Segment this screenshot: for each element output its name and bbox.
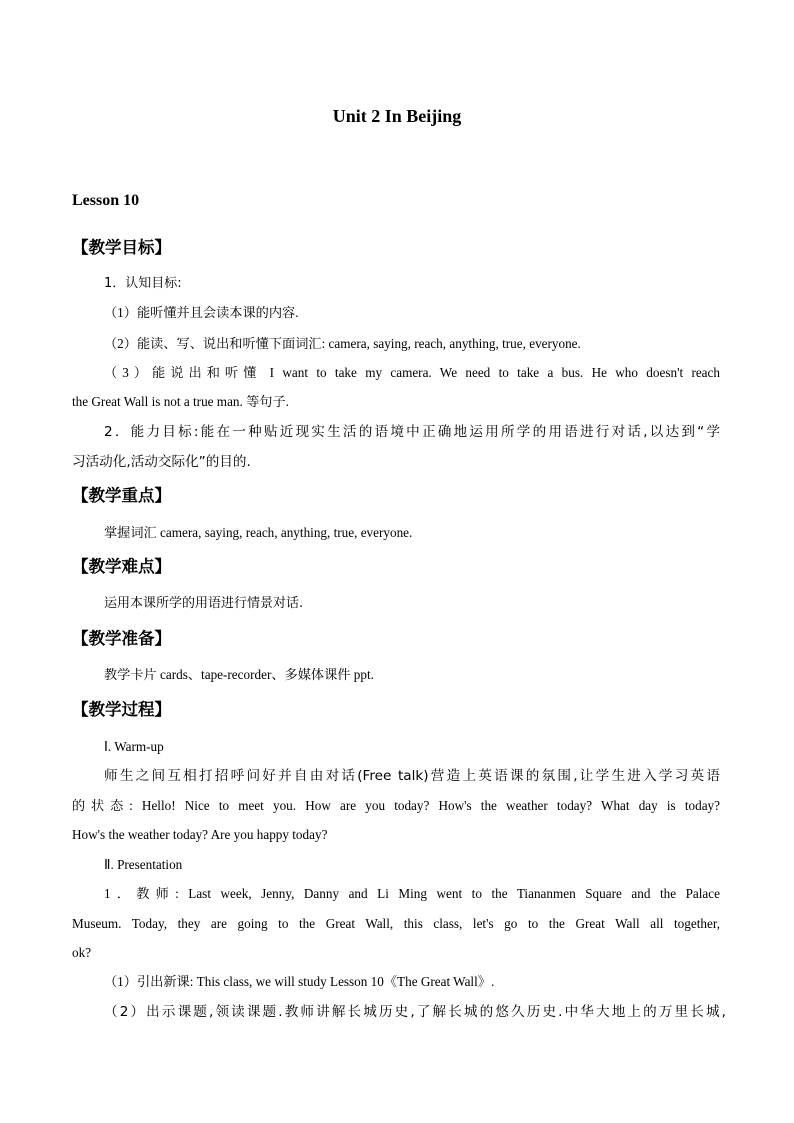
key-points: 掌握词汇 camera, saying, reach, anything, true, everyone. [104, 525, 413, 540]
goal-2-line1: 2．能力目标:能在一种贴近现实生活的语境中正确地运用所学的用语进行对话,以达到“学 [104, 424, 720, 440]
heading-preparation: 【教学准备】 [72, 629, 171, 648]
goal-1: 1．认知目标: [104, 276, 182, 291]
goal-2-line2: 习活动化,活动交际化”的目的. [72, 454, 251, 470]
heading-key-points: 【教学重点】 [72, 486, 171, 505]
presentation-1-line3: ok? [72, 945, 92, 960]
goal-1-3-line1: （3）能说出和听懂 I want to take my camera. We need to take a bus. He who doesn't reach [104, 365, 720, 380]
lesson-title: Lesson 10 [72, 192, 140, 209]
presentation-1-1: （1）引出新课: This class, we will study Lesson 10《The Great Wall》. [104, 974, 495, 989]
warmup-line1: 师生之间互相打招呼问好并自由对话(Free talk)营造上英语课的氛围,让学生进入学习英语 [104, 768, 720, 784]
heading-goals: 【教学目标】 [72, 238, 171, 257]
heading-difficulties: 【教学难点】 [72, 557, 171, 576]
presentation-1-line1: 1．教师: Last week, Jenny, Danny and Li Ming went to the Tiananmen Square and the Palace [104, 886, 720, 901]
process-presentation: Ⅱ. Presentation [104, 857, 183, 872]
heading-process: 【教学过程】 [72, 700, 171, 719]
presentation-1-2: （2）出示课题,领读课题.教师讲解长城历史,了解长城的悠久历史.中华大地上的万里长城, [104, 1004, 726, 1020]
goal-1-3-line2: the Great Wall is not a true man. 等句子. [72, 394, 289, 409]
warmup-line2: 的状态: Hello! Nice to meet you. How are you today? How's the weather today? What day is today? [72, 798, 720, 813]
difficulties: 运用本课所学的用语进行情景对话. [104, 596, 304, 611]
unit-title: Unit 2 In Beijing [332, 106, 462, 126]
warmup-line3: How's the weather today? Are you happy today? [72, 827, 328, 842]
preparation: 教学卡片 cards、tape-recorder、多媒体课件 ppt. [104, 667, 374, 682]
presentation-1-line2: Museum. Today, they are going to the Great Wall, this class, let's go to the Great Wall all together, [72, 916, 720, 931]
goal-1-2: （2）能读、写、说出和听懂下面词汇: camera, saying, reach, anything, true, everyone. [104, 336, 581, 351]
goal-1-1: （1）能听懂并且会读本课的内容. [104, 305, 299, 320]
process-warmup: Ⅰ. Warm-up [104, 739, 164, 754]
